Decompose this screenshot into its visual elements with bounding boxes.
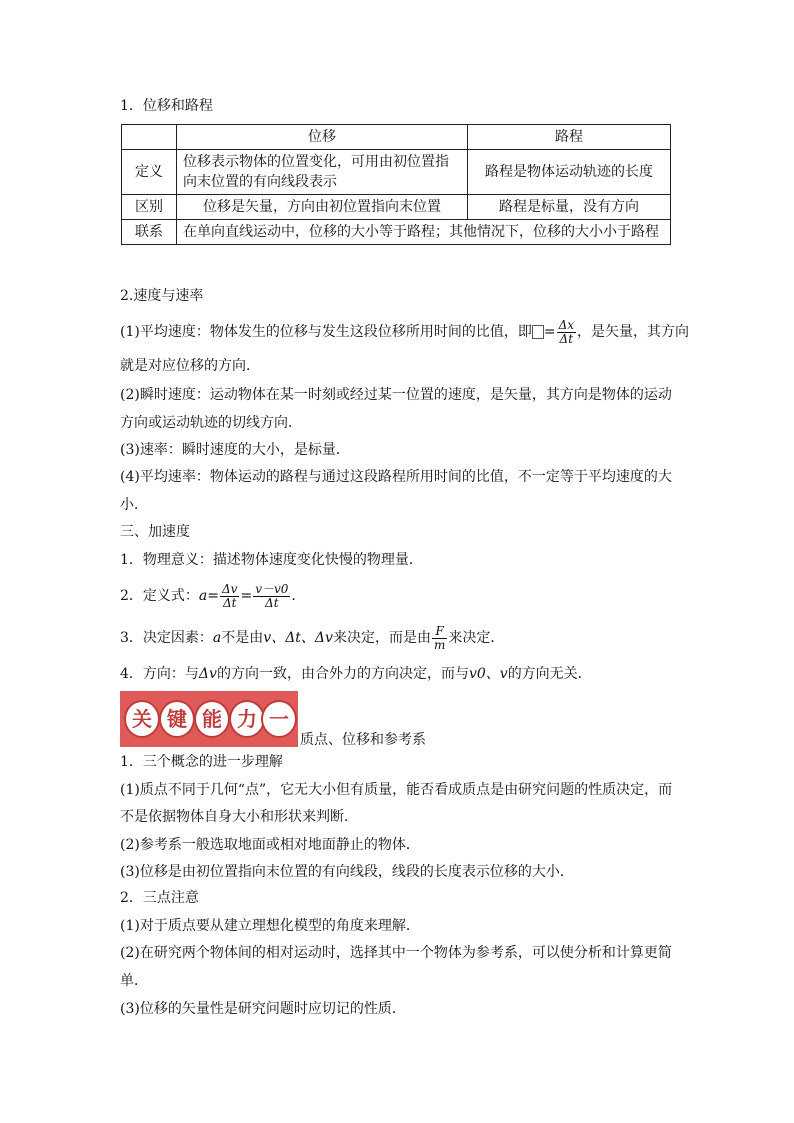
banner-seal: 力 xyxy=(229,700,265,738)
paragraph: 方向或运动轨迹的切线方向． xyxy=(120,415,302,431)
paragraph: 单． xyxy=(120,973,148,989)
paragraph: (2)瞬时速度：运动物体在某一时刻或经过某一位置的速度，是矢量，其方向是物体的运动 xyxy=(120,387,672,403)
text: 来决定． xyxy=(448,630,505,646)
variables: v、Δt、Δv xyxy=(263,630,333,646)
section-title-displacement: 1．位移和路程 xyxy=(120,98,213,114)
text: 3．决定因素： xyxy=(120,630,213,646)
banner-seal: 一 xyxy=(261,700,297,738)
numerator: Δx xyxy=(558,317,575,332)
fraction xyxy=(432,625,447,652)
paragraph: (3)速率：瞬时速度的大小，是标量． xyxy=(120,442,350,458)
text: = xyxy=(543,324,556,340)
table-cell xyxy=(122,125,177,150)
text: 的方向无关． xyxy=(507,666,592,682)
paragraph: 小． xyxy=(120,497,148,513)
paragraph xyxy=(120,622,504,654)
fraction xyxy=(557,319,576,346)
paragraph xyxy=(120,664,592,684)
table-header-displacement: 位移 xyxy=(177,125,468,150)
denominator: m xyxy=(433,637,446,652)
table-row xyxy=(122,195,671,220)
text: 不是由 xyxy=(221,630,264,646)
table-cell-merged: 在单向直线运动中，位移的大小等于路程；其他情况下，位移的大小小于路程 xyxy=(177,220,671,245)
paragraph: (4)平均速率：物体运动的路程与通过这段路程所用时间的比值，不一定等于平均速度的大 xyxy=(120,469,672,485)
key-ability-banner xyxy=(120,691,298,747)
table-cell: 路程是标量，没有方向 xyxy=(468,195,671,220)
cell-text: 位移表示物体的位置变化，可用由初位置指 xyxy=(183,154,449,170)
row-label-definition: 定义 xyxy=(122,150,177,195)
banner-seal: 能 xyxy=(194,700,230,738)
paragraph: (2)参考系一般选取地面或相对地面静止的物体． xyxy=(120,837,420,853)
numerator: F xyxy=(432,625,447,639)
v-bar-symbol xyxy=(532,325,544,339)
section-title-notes: 2．三点注意 xyxy=(120,890,199,906)
table-row xyxy=(122,220,671,245)
banner-title: 质点、位移和参考系 xyxy=(300,732,426,748)
text: . xyxy=(291,588,296,604)
denominator: Δt xyxy=(265,595,279,610)
text: 4．方向：与 xyxy=(120,666,199,682)
table-cell: 位移是矢量，方向由初位置指向末位置 xyxy=(177,195,468,220)
comparison-table xyxy=(121,124,671,245)
paragraph: (3)位移是由初位置指向末位置的有向线段，线段的长度表示位移的大小． xyxy=(120,864,574,880)
banner-seal: 键 xyxy=(159,700,195,738)
paragraph: (1)对于质点要从建立理想化模型的角度来理解． xyxy=(120,918,420,934)
table-cell xyxy=(177,150,468,195)
paragraph: 1．物理意义：描述物体速度变化快慢的物理量． xyxy=(120,552,423,568)
table-cell: 路程是物体运动轨迹的长度 xyxy=(468,150,671,195)
variable: a xyxy=(198,588,208,604)
numerator: Δv xyxy=(222,581,238,596)
text: = xyxy=(240,588,253,604)
table-header-path: 路程 xyxy=(468,125,671,150)
text: = xyxy=(207,588,220,604)
paragraph xyxy=(120,316,689,348)
variables: v0、v xyxy=(468,666,508,682)
text: 来决定，而是由 xyxy=(332,630,431,646)
section-title-concepts: 1．三个概念的进一步理解 xyxy=(120,754,283,770)
text: 2．定义式： xyxy=(120,588,199,604)
row-label-difference: 区别 xyxy=(122,195,177,220)
text: 的方向一致，由合外力的方向决定，而与 xyxy=(216,666,469,682)
variable: a xyxy=(212,630,222,646)
paragraph xyxy=(120,580,296,612)
table-row xyxy=(122,125,671,150)
table-row xyxy=(122,150,671,195)
section-title-velocity: 2.速度与速率 xyxy=(120,288,204,304)
row-label-relation: 联系 xyxy=(122,220,177,245)
numerator: v－v0 xyxy=(255,581,289,596)
fraction xyxy=(220,583,239,610)
paragraph: (2)在研究两个物体间的相对运动时，选择其中一个物体为参考系，可以使分析和计算更简 xyxy=(120,945,672,961)
text: ，是矢量，其方向 xyxy=(577,324,690,340)
denominator: Δt xyxy=(559,331,574,346)
paragraph: (3)位移的矢量性是研究问题时应切记的性质． xyxy=(120,1001,406,1017)
section-title-acceleration: 三、加速度 xyxy=(120,524,190,540)
cell-text: 向末位置的有向线段表示 xyxy=(183,174,337,190)
variable: Δv xyxy=(198,666,217,682)
banner-seal: 关 xyxy=(124,700,160,738)
paragraph: 不是依据物体自身大小和形状来判断． xyxy=(120,809,358,825)
text: (1)平均速度：物体发生的位移与发生这段位移所用时间的比值，即 xyxy=(120,324,532,340)
fraction xyxy=(253,583,290,610)
paragraph: (1)质点不同于几何“点”，它无大小但有质量，能否看成质点是由研究问题的性质决定，而 xyxy=(120,782,673,798)
paragraph: 就是对应位移的方向． xyxy=(120,358,260,374)
denominator: Δt xyxy=(222,595,237,610)
